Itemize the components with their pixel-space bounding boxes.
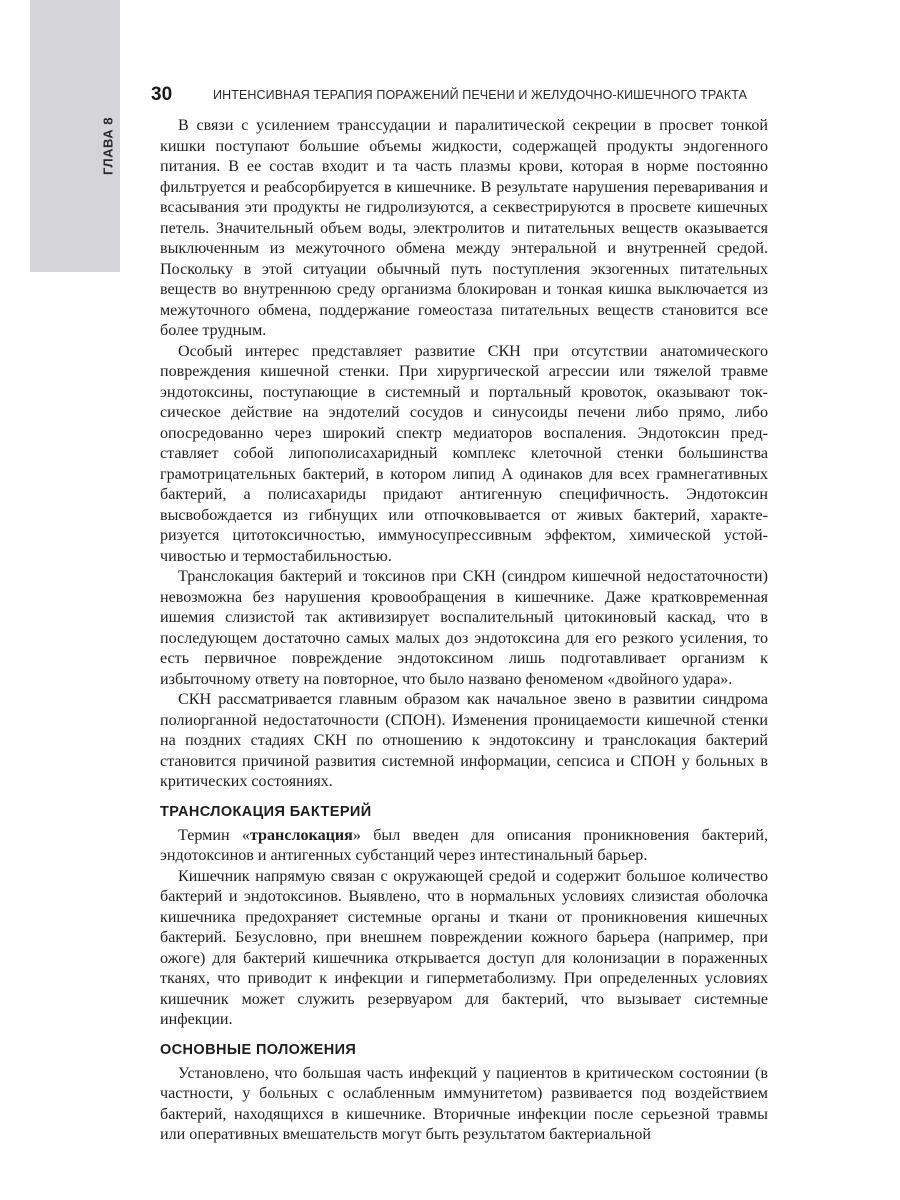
body-paragraph: Особый интерес представляет развитие СКН при отсутствии анатомического повреждения кишечной стенки. При хирургической агрессии или тяжелой травме эндотоксины, поступающие в системный и портальный кровоток, оказывают токсическое действие на эндотелий сосудов и синусоиды печени либо прямо, либо опосредованно через широкий спектр медиаторов воспаления. Эндотоксин представляет собой липополисахаридный комплекс клеточной стенки большинства грамотрицательных бактерий, в котором липид А одинаков для всех грамнегативных бактерий, а полисахариды придают антигенную специфичность. Эндотоксин высвобождается из гибнущих или отпочковывается от живых бактерий, характеризуется цитотоксичностью, иммуносупрессивным эффектом, химической устойчивостью и термостабильностью.	[160, 342, 768, 565]
term-prefix: Термин «	[178, 826, 250, 844]
term-bold: транслокация	[249, 826, 353, 844]
body-paragraph: Транслокация бактерий и токсинов при СКН (синдром кишечной недостаточности) невозможна без нарушения кровообращения в кишечнике. Даже кратковременная ишемия слизистой так активизирует воспалительный цитокиновый каскад, что в последующем достаточно самых малых доз эндотоксина для его резкого усиления, то есть первичное повреждение эндотоксином лишь подготавливает организм к избыточному ответу на повторное, что было названо феноменом «двойного удара».	[160, 568, 768, 688]
body-paragraph: В связи с усилением транссудации и паралитической секреции в просвет тонкой кишки поступают большие объемы жидкости, содержащей продукты эндогенного питания. В ее состав входит и та часть плазмы крови, которая в норме постоянно фильтруется и реабсорбируется в кишечнике. В результате нарушения переваривания и всасывания эти продукты не гидролизуются, а секвестрируются в просвете кишечных петель. Значительный объем воды, электролитов и питательных веществ оказывается выключенным из межуточного обмена между энтеральной и внутренней средой. Поскольку в этой ситуации обычный путь поступления экзогенных питательных веществ во внутреннюю среду организма блокирован и тонкая кишка выключается из межуточного обмена, поддержание гомеостаза питательных веществ становится все более трудным.	[160, 117, 768, 339]
chapter-label: ГЛАВА 8	[100, 116, 116, 176]
term-definition-paragraph	[160, 826, 768, 867]
body-paragraph: Кишечник напрямую связан с окружающей средой и содержит большое количество бактерий и эндотоксинов. Выявлено, что в нормальных условиях слизистая оболочка кишечника предохраняет системные органы и ткани от проникновения кишечных бактерий. Безусловно, при внешнем повреждении кожного барьера (например, при ожоге) для бактерий кишечника открывается доступ для колонизации в пораженных тканях, что приводит к инфекции и гиперметаболизму. При определенных условиях кишечник может служить резервуаром для бактерий, что вызывает системные инфекции.	[160, 867, 768, 1028]
term-suffix: » был введен для описания проникновения бактерий, эндотоксинов и антигенных субстанций через интестинальный барьер.	[160, 826, 768, 864]
body-paragraph: СКН рассматривается главным образом как начальное звено в развитии синдрома полиорганной недостаточности (СПОН). Изменения проницаемости кишечной стенки на поздних стадиях СКН по отношению к эндотоксину и транслокация бактерий становится причиной развития системной информации, сепсиса и СПОН у больных в критических состояниях.	[160, 691, 768, 790]
running-header: ИНТЕНСИВНАЯ ТЕРАПИЯ ПОРАЖЕНИЙ ПЕЧЕНИ И ЖЕЛУДОЧНО-КИШЕЧНОГО ТРАКТА	[213, 88, 748, 102]
page-number: 30	[151, 84, 173, 105]
page-body	[160, 116, 768, 1146]
body-paragraph: Установлено, что большая часть инфекций у пациентов в критическом состоянии (в частности, у больных с ослабленным иммунитетом) развивается под воздействием бактерий, находящихся в кишечнике. Вторичные инфекции после серьезной травмы или оперативных вмешательств могут быть результатом бактериальной	[160, 1064, 768, 1143]
section-heading-main-points: ОСНОВНЫЕ ПОЛОЖЕНИЯ	[160, 1041, 357, 1058]
section-heading-translocation: ТРАНСЛОКАЦИЯ БАКТЕРИЙ	[160, 803, 372, 820]
